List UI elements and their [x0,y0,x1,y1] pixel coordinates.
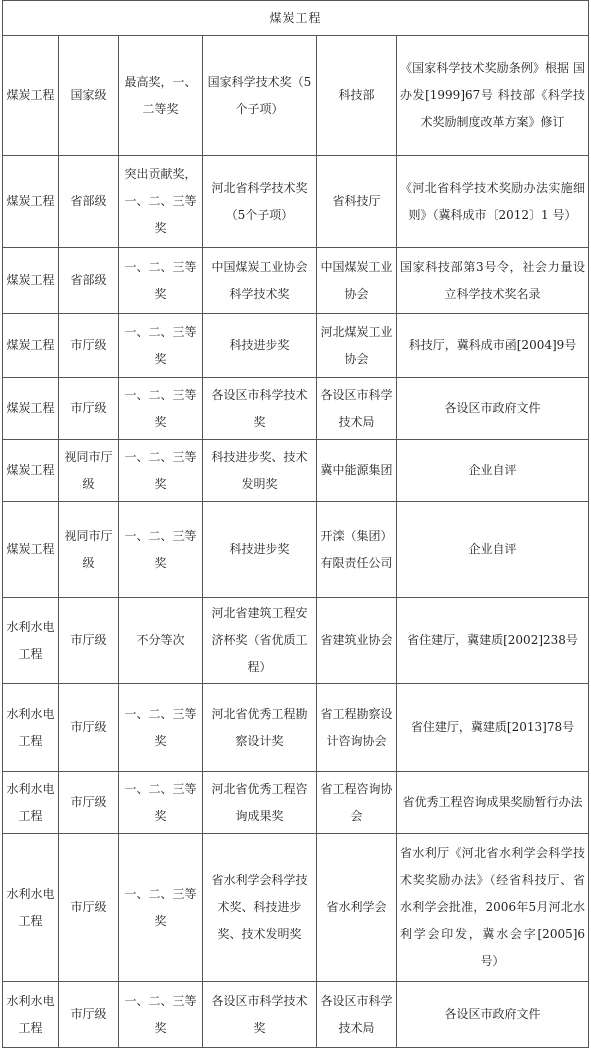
basis-cell: 省优秀工程咨询成果奖励暂行办法 [397,772,589,834]
level-cell: 市厅级 [59,772,119,834]
award-cell: 科技进步奖 [203,502,317,598]
field-cell: 水利水电工程 [3,684,59,772]
basis-cell: 科技厅，冀科成市函[2004]9号 [397,314,589,378]
grade-cell: 一、二、三等奖 [119,772,203,834]
level-cell: 市厅级 [59,314,119,378]
level-cell: 市厅级 [59,834,119,982]
grade-cell: 一、二、三等奖 [119,684,203,772]
basis-cell: 各设区市政府文件 [397,378,589,440]
table-row [3,982,589,1048]
field-cell: 煤炭工程 [3,440,59,502]
award-cell: 各设区市科学技术奖 [203,378,317,440]
table-row [3,36,589,156]
level-cell: 市厅级 [59,684,119,772]
grade-cell: 最高奖，一、二等奖 [119,36,203,156]
org-cell: 省科技厅 [317,156,397,248]
grade-cell: 一、二、三等奖 [119,982,203,1048]
field-cell: 煤炭工程 [3,156,59,248]
org-cell: 开滦（集团）有限责任公司 [317,502,397,598]
table-row [3,248,589,314]
table-row [3,598,589,684]
award-cell: 省水利学会科学技术奖、科技进步奖、技术发明奖 [203,834,317,982]
grade-cell: 一、二、三等奖 [119,314,203,378]
grade-cell: 一、二、三等奖 [119,834,203,982]
table-row [3,156,589,248]
level-cell: 国家级 [59,36,119,156]
org-cell: 中国煤炭工业协会 [317,248,397,314]
table-title-row [3,1,589,36]
table-row [3,502,589,598]
table-row [3,440,589,502]
table-title: 煤炭工程 [3,1,589,36]
grade-cell: 一、二、三等奖 [119,248,203,314]
org-cell: 省建筑业协会 [317,598,397,684]
level-cell: 视同市厅级 [59,502,119,598]
table-row [3,314,589,378]
org-cell: 冀中能源集团 [317,440,397,502]
level-cell: 省部级 [59,248,119,314]
award-cell: 科技进步奖 [203,314,317,378]
field-cell: 水利水电工程 [3,772,59,834]
field-cell: 煤炭工程 [3,378,59,440]
basis-cell: 省住建厅，冀建质[2002]238号 [397,598,589,684]
field-cell: 煤炭工程 [3,248,59,314]
grade-cell: 一、二、三等奖 [119,440,203,502]
grade-cell: 不分等次 [119,598,203,684]
level-cell: 市厅级 [59,598,119,684]
table-row [3,684,589,772]
basis-cell: 国家科技部第3号令，社会力量设立科学技术奖名录 [397,248,589,314]
basis-cell: 企业自评 [397,502,589,598]
award-cell: 河北省建筑工程安济杯奖（省优质工程） [203,598,317,684]
field-cell: 煤炭工程 [3,314,59,378]
award-cell: 河北省科学技术奖（5个子项） [203,156,317,248]
table-row [3,834,589,982]
field-cell: 煤炭工程 [3,36,59,156]
org-cell: 各设区市科学技术局 [317,378,397,440]
basis-cell: 企业自评 [397,440,589,502]
award-cell: 河北省优秀工程勘察设计奖 [203,684,317,772]
field-cell: 水利水电工程 [3,834,59,982]
basis-cell: 各设区市政府文件 [397,982,589,1048]
grade-cell: 突出贡献奖，一、二、三等奖 [119,156,203,248]
field-cell: 水利水电工程 [3,982,59,1048]
org-cell: 科技部 [317,36,397,156]
org-cell: 省工程咨询协会 [317,772,397,834]
awards-table [2,0,589,1048]
field-cell: 煤炭工程 [3,502,59,598]
org-cell: 各设区市科学技术局 [317,982,397,1048]
award-cell: 中国煤炭工业协会科学技术奖 [203,248,317,314]
table-row [3,772,589,834]
award-cell: 国家科学技术奖（5个子项） [203,36,317,156]
award-cell: 科技进步奖、技术发明奖 [203,440,317,502]
basis-cell: 省水利厅《河北省水利学会科学技术奖奖励办法》（经省科技厅、省水利学会批准，2006年5月河北水利学会印发，冀水会字[2005]6号） [397,834,589,982]
basis-cell: 《国家科学技术奖励条例》根据 国办发[1999]67号 科技部《科学技术奖励制度改革方案》修订 [397,36,589,156]
table-row [3,378,589,440]
award-cell: 各设区市科学技术奖 [203,982,317,1048]
level-cell: 视同市厅级 [59,440,119,502]
org-cell: 省工程勘察设计咨询协会 [317,684,397,772]
grade-cell: 一、二、三等奖 [119,378,203,440]
award-cell: 河北省优秀工程咨询成果奖 [203,772,317,834]
org-cell: 省水利学会 [317,834,397,982]
level-cell: 市厅级 [59,982,119,1048]
basis-cell: 省住建厅，冀建质[2013]78号 [397,684,589,772]
level-cell: 省部级 [59,156,119,248]
basis-cell: 《河北省科学技术奖励办法实施细则》（冀科成市〔2012〕1 号） [397,156,589,248]
grade-cell: 一、二、三等奖 [119,502,203,598]
org-cell: 河北煤炭工业协会 [317,314,397,378]
level-cell: 市厅级 [59,378,119,440]
document [2,0,588,1048]
field-cell: 水利水电工程 [3,598,59,684]
